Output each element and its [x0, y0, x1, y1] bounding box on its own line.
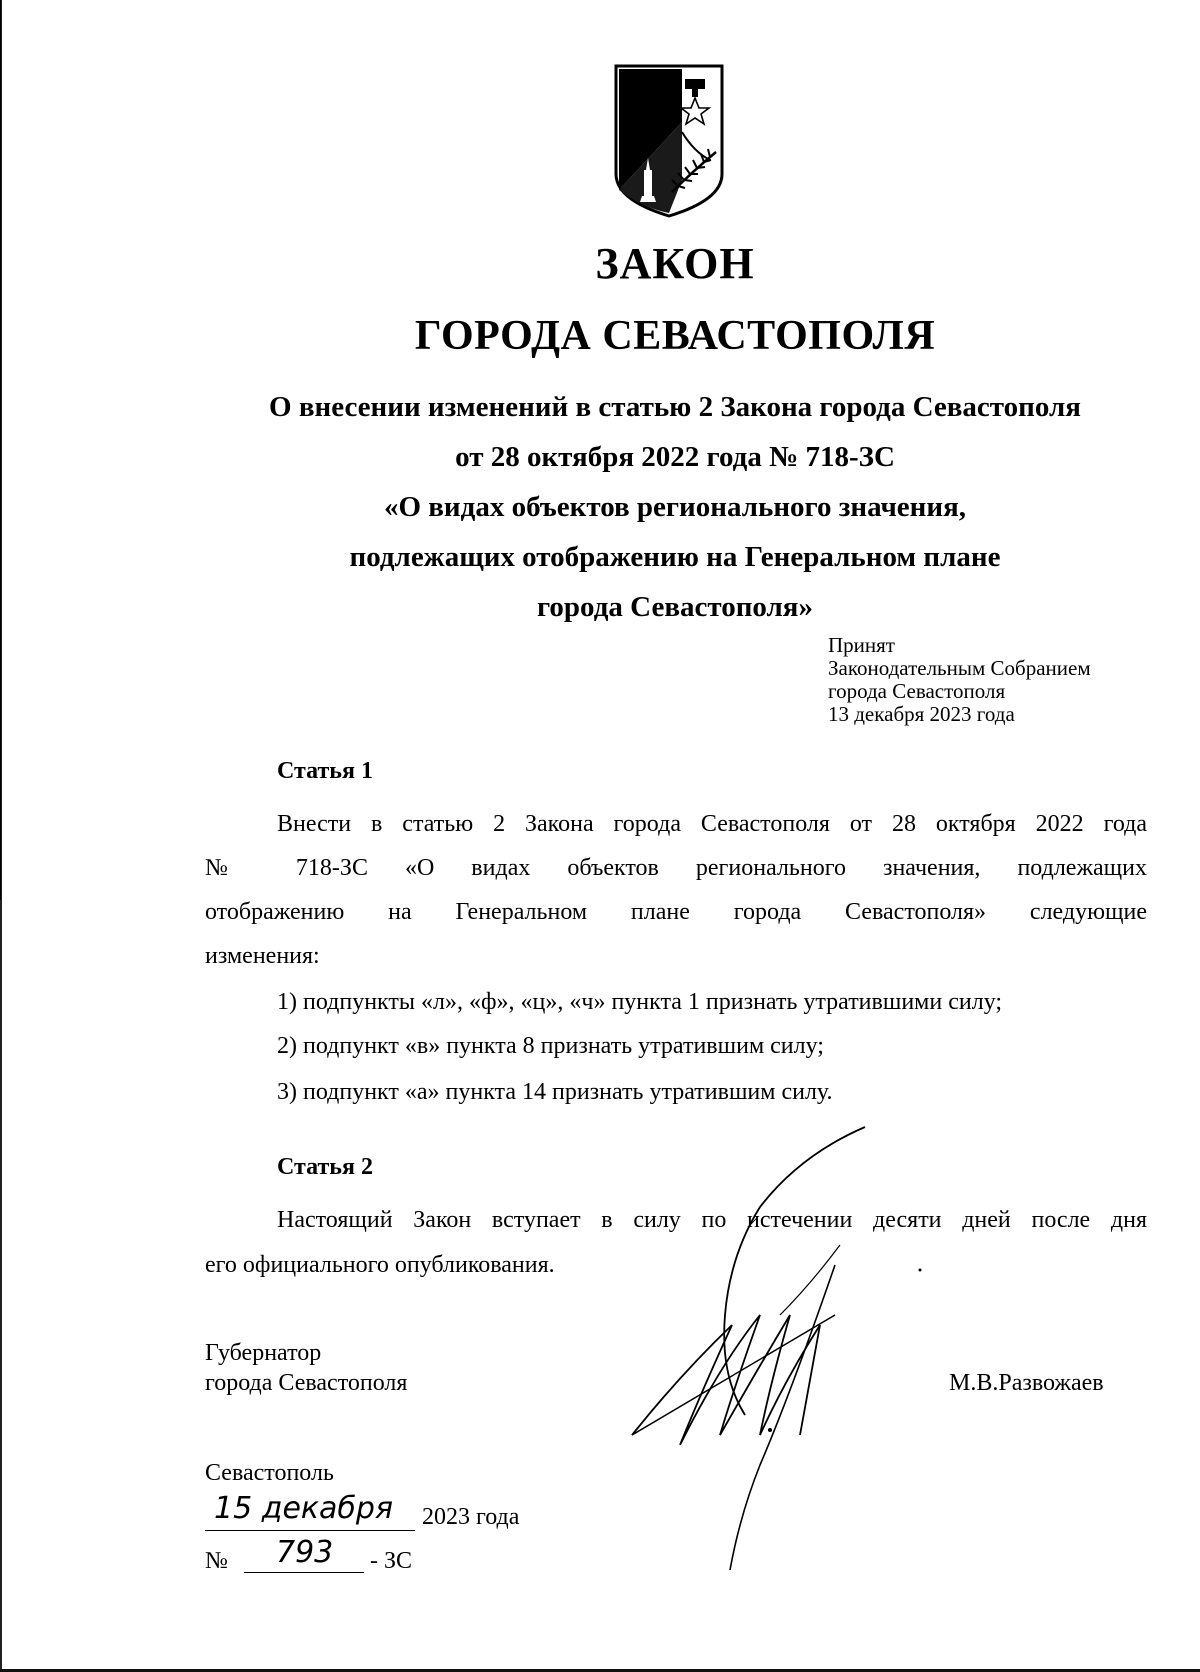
handwritten-number: 793 [276, 1535, 334, 1570]
governor-title-line: города Севастополя [205, 1370, 408, 1396]
subtitle-line: подлежащих отображению на Генеральном плане [349, 541, 1001, 573]
article-1-item: 1) подпункты «л», «ф», «ц», «ч» пункта 1 признать утратившими силу; [277, 989, 1003, 1015]
article-2-text-line: Настоящий Закон вступает в силу по истечении десяти дней после дня [277, 1207, 1147, 1233]
law-issuer: ГОРОДА СЕВАСТОПОЛЯ [414, 313, 936, 359]
article-1-text-line: Внести в статью 2 Закона города Севастополя от 28 октября 2022 года [277, 811, 1147, 837]
subtitle-line: города Севастополя» [536, 591, 813, 623]
law-title: ЗАКОН [595, 239, 755, 288]
adoption-line: Принят [828, 633, 895, 657]
governor-name: М.В.Развожаев [949, 1370, 1104, 1396]
article-1-item: 3) подпункт «а» пункта 14 признать утратившим силу. [277, 1079, 833, 1105]
adoption-line: города Севастополя [828, 679, 1006, 703]
adoption-line: Законодательным Собранием [828, 656, 1091, 680]
adoption-line: 13 декабря 2023 года [828, 702, 1015, 726]
article-1-text-line: изменения: [205, 943, 320, 969]
article-1-item: 2) подпункт «в» пункта 8 признать утратившим силу; [277, 1033, 824, 1059]
article-1-text-line: № 718-ЗС «О видах объектов регионального значения, подлежащих [205, 855, 1147, 881]
handwritten-date: 15 декабря [214, 1491, 394, 1526]
subtitle-line: от 28 октября 2022 года № 718-ЗС [455, 441, 895, 473]
city-name: Севастополь [205, 1460, 334, 1486]
number-underline [244, 1572, 364, 1573]
adoption-note [828, 634, 1091, 726]
scan-edge [0, 0, 1, 900]
governor-title-line: Губернатор [205, 1340, 322, 1366]
date-underline [205, 1530, 415, 1531]
article-1-heading: Статья 1 [277, 758, 373, 784]
article-1-text-line: отображению на Генеральном плане города Севастополя» следующие [205, 899, 1147, 925]
article-2-heading: Статья 2 [277, 1154, 373, 1180]
number-prefix: № [205, 1548, 228, 1574]
article-2-text-line: его официального опубликования. [205, 1252, 555, 1278]
governor-title [205, 1338, 407, 1398]
year-label: 2023 года [422, 1504, 520, 1530]
subtitle-line: «О видах объектов регионального значения, [383, 491, 967, 523]
handwritten-signature [620, 1115, 930, 1585]
number-suffix: - ЗС [370, 1548, 413, 1574]
coat-of-arms-emblem [612, 62, 726, 220]
subtitle-line: О внесении изменений в статью 2 Закона города Севастополя [269, 391, 1081, 423]
